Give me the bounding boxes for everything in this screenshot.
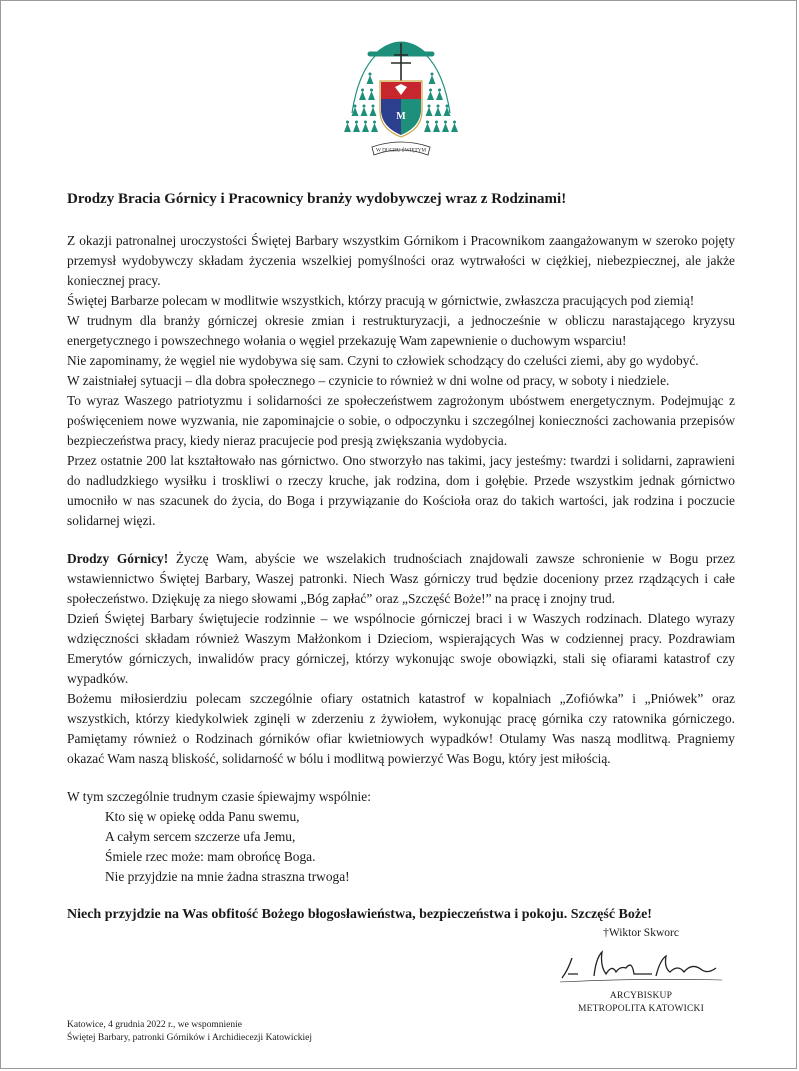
tassel-icon: [361, 107, 368, 116]
paragraph: [67, 549, 735, 609]
paragraph: Z okazji patronalnej uroczystości Świętej Barbary wszystkim Górnikom i Pracownikom zaangażowanym w szeroko pojęty przemysł wydobywczy składam życzenia wszelkiej pomyślności oraz wytrwałości w ciężkiej, niebezpiecznej, ale jakże koniecznej pracy.: [67, 233, 735, 288]
archbishop-coat-of-arms: [336, 23, 466, 175]
verse-line: Kto się w opiekę odda Panu swemu,: [105, 809, 300, 824]
verse-line: Śmiele rzec może: mam obrońcę Boga.: [105, 849, 316, 864]
paragraph: Bożemu miłosierdziu polecam szczególnie ofiary ostatnich katastrof w kopalniach „Zofiówka” i „Pniówek” oraz wszystkich, którzy kiedykolwiek zginęli w zderzeniu z żywiołem, wykonując pracę górnika czy ratownika górniczego. Pamiętamy również o Rodzinach górników ofiar kwietniowych wypadków! Otulamy Was naszą modlitwą. Pragniemy okazać Wam naszą bliskość, solidarność w bólu i modlitwą powierzyć Was Bogu, który jest miłością.: [67, 691, 735, 766]
paragraph: W zaistniałej sytuacji – dla dobra społecznego – czynicie to również w dni wolne od pracy, w soboty i niedziele.: [67, 373, 670, 388]
tassel-icon: [424, 123, 431, 132]
verse-line: Nie przyjdzie na mnie żadna straszna trwoga!: [105, 869, 350, 884]
tassel-icon: [426, 107, 433, 116]
signatory-name: †Wiktor Skworc: [603, 927, 679, 939]
crest-motto: W DUCHU ŚWIĘTYM: [375, 147, 427, 154]
letter-body: [67, 189, 735, 925]
signatory-title-2: METROPOLITA KATOWICKI: [578, 1004, 704, 1014]
tassel-icon: [433, 123, 440, 132]
paragraph: Przez ostatnie 200 lat kształtowało nas górnictwo. Ono stworzyło nas takimi, jacy jesteśmy: twardzi i solidarni, zaprawieni do nadludzkiego wysiłku i troskliwi o rzeczy kruche, jak rodzina, dom i gołębie. Przede wszystkim jednak górnictwo umocniło w nas szacunek do życia, do Boga i przywiązanie do Kościoła oraz do takich wartości, jak rodzina i poczucie solidarnej więzi.: [67, 453, 735, 528]
second-address-text: Życzę Wam, abyście we wszelakich trudnościach znajdowali zawsze schronienie w Bogu przez wstawiennictwo Świętej Barbary, Waszej patronki. Niech Wasz górniczy trud będzie doceniony przez rządzących i całe społeczeństwo. Dziękuję za niego słowami „Bóg zapłać” oraz „Szczęść Boże!” na pracę i znojny trud.: [67, 551, 736, 606]
tassel-icon: [367, 75, 374, 84]
tassel-icon: [359, 91, 366, 100]
tassel-icon: [344, 123, 351, 132]
paragraph: Nie zapominamy, że węgiel nie wydobywa się sam. Czyni to człowiek schodzący do czeluści ziemi, aby go wydobyć.: [67, 353, 699, 368]
paragraph-group-2: [67, 549, 735, 769]
tassel-icon: [442, 123, 449, 132]
tassel-icon: [436, 91, 443, 100]
footer-date-line: Katowice, 4 grudnia 2022 r., we wspomnienie: [67, 1020, 242, 1030]
tassel-icon: [451, 123, 458, 132]
tassel-icon: [362, 123, 369, 132]
song-intro: W tym szczególnie trudnym czasie śpiewajmy wspólnie:: [67, 789, 371, 804]
verse-line: A całym sercem szczerze ufa Jemu,: [105, 829, 296, 844]
paragraph: Dzień Świętej Barbary świętujecie rodzinnie – we wspólnocie górniczej braci i w Waszych rodzinach. Dlatego wyrazy wdzięczności składam również Waszym Małżonkom i Dzieciom, wspierających Was w codziennej pracy. Pozdrawiam Emerytów górniczych, inwalidów pracy górniczej, którzy wykonując swoje obowiązki, stali się ofiarami katastrof czy wypadków.: [67, 611, 735, 686]
handwritten-signature: [556, 944, 726, 988]
paragraph: W trudnym dla branży górniczej okresie zmian i restrukturyzacji, a jednocześnie w obliczu narastającego kryzysu energetycznego i powszechnego wołania o węgiel przekazuję Wam zapewnienie o duchowym wsparciu!: [67, 313, 735, 348]
paragraph: To wyraz Waszego patriotyzmu i solidarności ze społeczeństwem zagrożonym ubóstwem energetycznym. Podejmując z poświęceniem nowe wyzwania, nie zapominajcie o sobie, o odpoczynku i szczególnej konieczności zachowania przepisów bezpieczeństwa pracy, kiedy nieraz pracujecie pod presją zwiększania wydobycia.: [67, 393, 735, 448]
tassel-icon: [427, 91, 434, 100]
tassel-icon: [429, 75, 436, 84]
signatory-title: ARCYBISKUP: [609, 991, 673, 1001]
tassel-icon: [368, 91, 375, 100]
letter-footer: [67, 1019, 487, 1045]
closing-blessing: Niech przyjdzie na Was obfitość Bożego błogosławieństwa, bezpieczeństwa i pokoju. Szczęść Boże!: [67, 907, 652, 922]
tassel-icon: [370, 107, 377, 116]
tassel-icon: [371, 123, 378, 132]
paragraph-group-1: [67, 231, 735, 531]
footer-dedication-line: Świętej Barbary, patronki Górników i Archidiecezji Katowickiej: [67, 1033, 312, 1043]
tassel-icon: [353, 123, 360, 132]
letter-greeting: Drodzy Bracia Górnicy i Pracownicy branży wydobywczej wraz z Rodzinami!: [67, 191, 567, 207]
svg-text:M: M: [396, 111, 406, 122]
signature-block: [546, 927, 736, 1016]
paragraph: Świętej Barbarze polecam w modlitwie wszystkich, którzy pracują w górnictwie, zwłaszcza pracujących pod ziemią!: [67, 293, 695, 308]
tassel-icon: [435, 107, 442, 116]
second-address: Drodzy Górnicy!: [67, 551, 169, 566]
